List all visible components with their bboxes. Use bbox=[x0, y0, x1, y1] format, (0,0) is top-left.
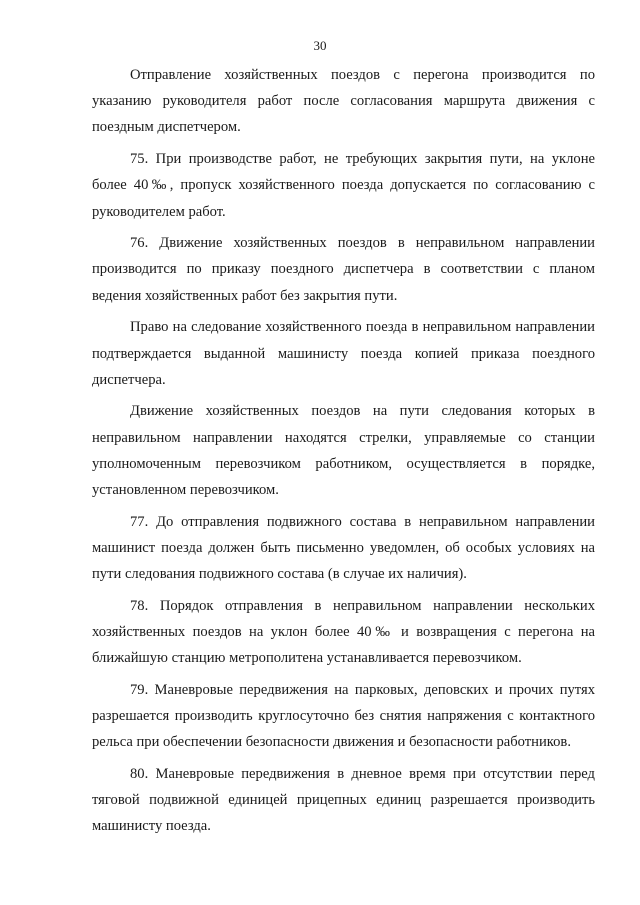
paragraph-76: 76. Движение хозяйственных поездов в неправильном направлении производится по приказу поездного диспетчера в соответствии с планом ведения хозяйственных работ без закрытия пути. bbox=[92, 235, 595, 304]
paragraph-right-to-follow: Право на следование хозяйственного поезда в неправильном направлении подтверждается выданной машинисту поезда копией приказа поездного диспетчера. bbox=[92, 319, 595, 388]
paragraph-train-departure: Отправление хозяйственных поездов с перегона производится по указанию руководителя работ после согласования маршрута движения с поездным диспетчером. bbox=[92, 67, 595, 136]
page-number: 30 bbox=[313, 38, 327, 53]
paragraph-75: 75. При производстве работ, не требующих закрытия пути, на уклоне более 40‰, пропуск хозяйственного поезда допускается по согласованию с руководителем работ. bbox=[92, 151, 595, 220]
paragraph-78: 78. Порядок отправления в неправильном направлении нескольких хозяйственных поездов на уклон более 40‰ и возвращения с перегона на ближайшую станцию метрополитена устанавливается перевозчиком. bbox=[92, 597, 595, 667]
paragraph-79: 79. Маневровые передвижения на парковых, деповских и прочих путях разрешается производить круглосуточно без снятия напряжения с контактного рельса при обеспечении безопасности движения и безопасности работников. bbox=[92, 681, 595, 751]
paragraph-switches-movement: Движение хозяйственных поездов на пути следования которых в неправильном направлении находятся стрелки, управляемые со станции уполномоченным перевозчиком работником, осуществляется в порядке, установленном перевозчиком. bbox=[92, 403, 595, 499]
paragraph-80: 80. Маневровые передвижения в дневное время при отсутствии перед тяговой подвижной единицей прицепных единиц разрешается производить машинисту поезда. bbox=[92, 766, 595, 835]
paragraph-77: 77. До отправления подвижного состава в неправильном направлении машинист поезда должен быть письменно уведомлен, об особых условиях на пути следования подвижного состава (в случае их наличия). bbox=[92, 513, 595, 583]
document-body bbox=[92, 62, 595, 845]
